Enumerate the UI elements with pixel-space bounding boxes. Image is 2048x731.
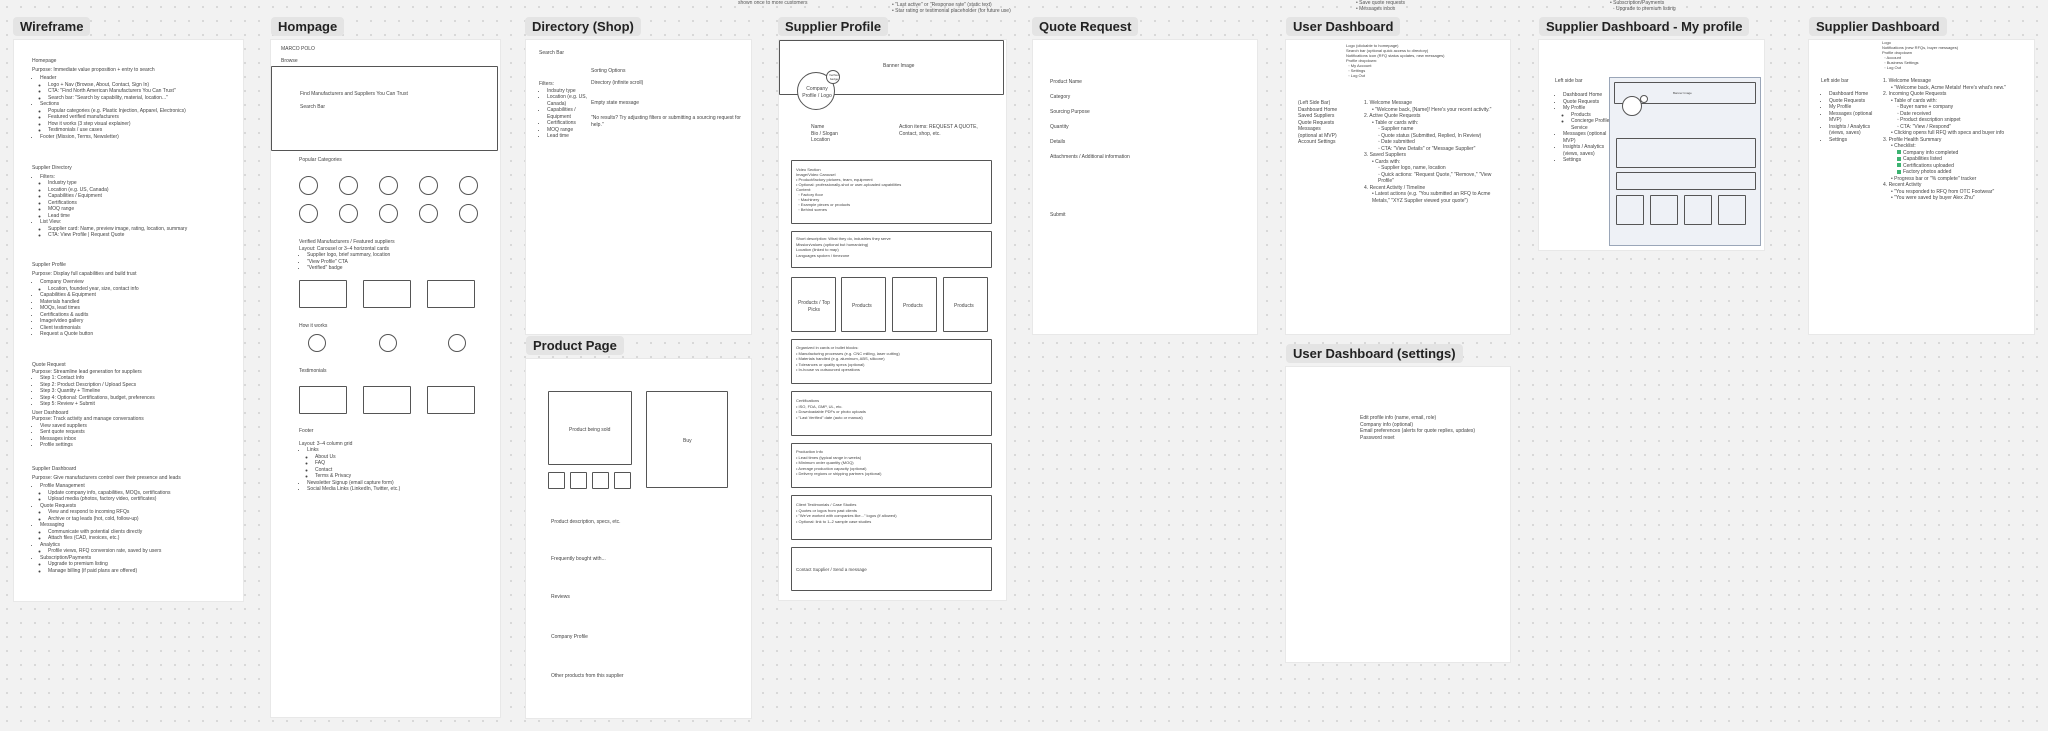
product-card-label: Products (903, 303, 923, 309)
product-thumbnail[interactable] (570, 472, 587, 489)
checkbox-checked-icon[interactable] (1897, 163, 1901, 167)
sorting-options[interactable]: Sorting Options (591, 68, 626, 74)
frame-label-supplier-dashboard[interactable]: Supplier Dashboard (1809, 17, 1947, 36)
preview-card (1684, 195, 1712, 225)
directory-filters[interactable]: Filters: • Indsutry type • Location (e.g. US, Canada) • Capabilities / Equipment • Certifications • MOQ range • Lead time (539, 81, 589, 140)
supplier-dash-top-lines: Logo Notifications (new RFQs, buyer messages) Profile dropdown ◦ Account ◦ Business Settings ◦ Log Out (1882, 40, 1959, 70)
contact-supplier-label: Contact Supplier / Send a message (796, 567, 867, 572)
reviews-title: Reviews (551, 594, 570, 600)
capabilities-section (791, 339, 992, 384)
field-details[interactable]: Details (1050, 139, 1066, 145)
browse-link[interactable]: Browse (281, 58, 298, 64)
category-circle[interactable] (459, 204, 478, 223)
hero-section (271, 66, 498, 151)
certifications-text: Certifications • ISO, FDA, GMP, UL, etc. • Downloadable PDFs or photo uploads • "Last Verified" date (auto or manual) (796, 398, 866, 420)
step-circle (379, 334, 397, 352)
submit-button[interactable]: Submit (1050, 212, 1066, 218)
media-text: Video Section Image/Video Carousel • Product/factory pictures, team, equipment • Optional: professionally-shot or user-uploaded capabilities Content: ◦ Factory floor ◦ Machinery ◦ Example pieces or products ◦ Behind scenes (796, 167, 902, 212)
step-circle (448, 334, 466, 352)
product-image[interactable] (548, 391, 632, 465)
preview-card (1718, 195, 1746, 225)
category-circle[interactable] (419, 176, 438, 195)
testimonial-card (299, 386, 347, 414)
production-section (791, 443, 992, 488)
capabilities-text: Organized in cards or bullet blocks: • Manufacturing processes (e.g. CNC milling, laser cutting) • Materials handled (e.g. aluminum, ABS, silicone) • Tolerances or quality specs (optional) • In-house vs outsourced operations (796, 345, 900, 372)
empty-state-title: Empty state message (591, 100, 640, 106)
featured-supplier-card[interactable] (299, 280, 347, 308)
supplier-dash-left-bar[interactable]: • Dashboard Home • Quote Requests • My Profile • Messages (optional MVP) • Insights / Analytics (views, saves) • Settings (1821, 91, 1879, 143)
checkbox-checked-icon[interactable] (1897, 150, 1901, 154)
category-circle[interactable] (379, 204, 398, 223)
category-circle[interactable] (299, 176, 318, 195)
checkbox-checked-icon[interactable] (1897, 170, 1901, 174)
category-circle[interactable] (339, 176, 358, 195)
frame-label-wireframe[interactable]: Wireframe (13, 17, 90, 36)
supplier-dash-left-bar-title: Left side bar (1821, 78, 1849, 84)
product-card-label: Products (852, 303, 872, 309)
infinite-scroll-note: Directory (infinite scroll) (591, 80, 644, 86)
product-card[interactable] (841, 277, 886, 332)
frame-supplier-dashboard (1809, 40, 2034, 334)
preview-banner-label: Banner Image (1673, 91, 1692, 95)
supplier-left-bar[interactable]: • Dashboard Home • Quote Requests • My Profile ◦ Products ◦ Concierge Profile Service • Messages (optional MVP) • Insights / Analytics (views, saves) • Settings (1555, 92, 1610, 164)
top-note-1: shown once to more customers (738, 0, 808, 6)
frame-label-supplier-profile[interactable]: Supplier Profile (778, 17, 888, 36)
user-dash-top-lines: Logo (clickable to homepage) Search bar (optional quick access to directory) Notifications icon (RFQ status updates, new messages) Profile dropdown: ◦ My Account ◦ Settings ◦ Log Out (1346, 43, 1445, 78)
company-logo-label: Company Profile / Logo (802, 86, 832, 99)
field-attachments[interactable]: Attachments / Additional information (1050, 154, 1130, 160)
buy-panel (646, 391, 728, 488)
directory-search-bar[interactable]: Search Bar (539, 50, 565, 56)
category-circle[interactable] (299, 204, 318, 223)
footer-notes: Footer Layout: 3–4 column grid • Links ◦ About Us ◦ FAQ ◦ Contact ◦ Terms & Privacy • Newsletter Signup (email capture form) • Social Media Links (LinkedIn, Twitter, etc.) (299, 428, 489, 493)
frame-label-user-settings[interactable]: User Dashboard (settings) (1286, 344, 1463, 363)
wf-homepage: Homepage Purpose: Immediate value proposition + entry to search • Header ◦ Logo + Nav (Browse, About, Contact, Sign In) ◦ CTA: "Find North American Manufacturers You Can Trust" ◦ Search bar: "Search by capability, material, location..." • Sections ◦ Popular categories (e.g. Plastic Injection, Apparel, Electronics) ◦ Featured verified manufacturers ◦ How it works (3 step visual explainer) ◦ Testimonials / use cases • Footer (Mission, Terms, Newsletter) (32, 58, 237, 140)
category-circle[interactable] (459, 176, 478, 195)
preview-badge-icon (1640, 95, 1648, 103)
frame-label-homepage[interactable]: Hompage (271, 17, 344, 36)
other-products-title: Other products from this supplier (551, 673, 624, 679)
frame-user-settings (1286, 367, 1510, 662)
product-card[interactable] (791, 277, 836, 332)
frame-label-product-page[interactable]: Product Page (526, 336, 624, 355)
top-note-2: • "Last active" or "Response rate" (static text) • Star rating or testimonial placeholder (for future use) (892, 2, 1011, 14)
frame-label-directory[interactable]: Directory (Shop) (525, 17, 641, 36)
field-quantity[interactable]: Quantity (1050, 124, 1069, 130)
preview-block (1616, 138, 1756, 168)
profile-preview[interactable] (1609, 77, 1761, 246)
product-card-label: Products (954, 303, 974, 309)
category-circle[interactable] (339, 204, 358, 223)
wf-profile: Supplier Profile Purpose: Display full capabilities and build trust • Company Overview ◦ Location, founded year, size, contact info • Capabilities & Equipment • Materials handled • MOQs, lead times • Certifications & audits • Image/video gallery • Client testimonials • Request a Quote button (32, 262, 237, 338)
product-description: Product description, specs, etc. (551, 519, 621, 525)
verified-badge-label: Verified badge (828, 73, 839, 81)
production-text: Production Info • Lead times (typical range in weeks) • Minimum order quantity (MOQ) • Average production capacity (optional) • Delivery regions or shipping partners (optional) (796, 449, 882, 476)
frame-quote-request (1033, 40, 1257, 334)
product-image-label: Product being sold (569, 427, 611, 433)
buy-button[interactable]: Buy (683, 438, 692, 444)
category-circle[interactable] (419, 204, 438, 223)
preview-logo (1622, 96, 1642, 116)
testimonial-card (427, 386, 475, 414)
action-items[interactable]: Action items: REQUEST A QUOTE, Contact, shop, etc. (899, 124, 978, 137)
preview-card (1616, 195, 1644, 225)
wf-directory: Supplier Directory • Filters: ◦ Industry type ◦ Location (e.g. US, Canada) ◦ Capabilities / Equipment ◦ Certifications ◦ MOQ range ◦ Lead time • List View: ◦ Supplier card: Name, preview image, rating, location, summary ◦ CTA: View Profile | Request Quote (32, 165, 237, 239)
empty-state-message: "No results? Try adjusting filters or submitting a sourcing request for help." (591, 115, 741, 128)
top-note-3: • Save quote requests • Messages inbox (1356, 0, 1406, 12)
frame-supplier-my-profile (1539, 40, 1764, 250)
hero-search-bar[interactable]: Search Bar (300, 104, 326, 110)
product-card[interactable] (943, 277, 988, 332)
frame-label-supplier-my-profile[interactable]: Supplier Dashboard - My profile (1539, 17, 1749, 36)
preview-block (1616, 172, 1756, 190)
supplier-left-bar-title: Left side bar (1555, 78, 1583, 84)
verified-suppliers-text: Verified Manufacturers / Featured suppliers Layout: Carousel or 3–4 horizontal cards • Supplier logo, brief summary, location • "View Profile" CTA • "Verified" badge (299, 239, 489, 272)
product-thumbnail[interactable] (548, 472, 565, 489)
short-description-section (791, 231, 992, 268)
step-circle (308, 334, 326, 352)
certifications-section (791, 391, 992, 436)
testimonials-text: Client Testimonials / Case Studies • Quotes or logos from past clients • "We've worked with companies like..." logos (if allowed) • Optional: link to 1–2 sample case studies (796, 502, 897, 524)
product-thumbnail[interactable] (614, 472, 631, 489)
category-circle[interactable] (379, 176, 398, 195)
user-dash-left-bar[interactable]: (Left Side Bar) Dashboard Home Saved Suppliers Quote Requests Messages (optional at MVP) Account Settings (1298, 100, 1338, 145)
field-product-name[interactable]: Product Name (1050, 79, 1082, 85)
frame-label-quote-request[interactable]: Quote Request (1032, 17, 1138, 36)
top-note-4: • Subscription/Payments ◦ Upgrade to premium listing (1610, 0, 1676, 12)
product-card[interactable] (892, 277, 937, 332)
featured-supplier-card[interactable] (363, 280, 411, 308)
supplier-dash-main: 1. Welcome Message • "Welcome back, Acme Metals! Here's what's new." 2. Incoming Quote Requests • Table of cards with: ◦ Buyer name + company ◦ Date received ◦ Product description snippet ◦ CTA: "View / Respond" • Clicking opens full RFQ with specs and buyer info 3. Profile Health Summary • Checklist: Company info completed Capabilities listed Certifications uploaded Factory photos added • Progress bar or "% complete" tracker 4. Recent Activity • "You responded to RFQ from OTC Footwear" • "You were saved by buyer Alex Zhu" (1883, 78, 2006, 201)
banner-label: Banner Image (883, 63, 915, 69)
testimonials-section (791, 495, 992, 540)
wf-supplier-dash: Supplier Dashboard Purpose: Give manufacturers control over their presence and leads • Profile Management ◦ Update company info, capabilities, MOQs, certifications ◦ Upload media (photos, factory video, certificates) • Quote Requests ◦ View and respond to incoming RFQs ◦ Archive or tag leads (hot, cold, follow-up) • Messaging ◦ Communicate with potential clients directly ◦ Attach files (CAD, invoices, etc.) • Analytics ◦ Profile views, RFQ conversion rate, saved by users • Subscription/Payments ◦ Upgrade to premium listing ◦ Manage billing (if paid plans are offered) (32, 466, 237, 574)
popular-categories-title: Popular Categories (299, 157, 342, 163)
brand-text: MARCO POLO (281, 46, 315, 52)
testimonial-card (363, 386, 411, 414)
field-sourcing-purpose[interactable]: Sourcing Purpose (1050, 109, 1090, 115)
frame-wireframe (14, 40, 243, 601)
supplier-name-block: Name Bio / Slogan Location (811, 124, 838, 143)
frame-directory (526, 40, 751, 334)
frame-user-dashboard (1286, 40, 1510, 334)
how-it-works-title: How it works (299, 323, 328, 329)
field-category[interactable]: Category (1050, 94, 1071, 100)
testimonials-title: Testimonials (299, 368, 327, 374)
user-dash-main: 1. Welcome Message • "Welcome back, [Name]! Here's your recent activity." 2. Active Quote Requests • Table or cards with: ◦ Supplier name ◦ Quote status (Submitted, Replied, In Review) ◦ Date submitted ◦ CTA: "View Details" or "Message Supplier" 3. Saved Suppliers • Cards with: ◦ Supplier logo, name, location ◦ Quick actions: "Request Quote," "Remove," "View Profile" 4. Recent Activity / Timeline • Latest actions (e.g. "You submitted an RFQ to Acme Metals," "XYZ Supplier viewed your quote") (1364, 100, 1492, 204)
wf-quote: Quote Request Purpose: Streamline lead generation for suppliers • Step 1: Contact Info • Step 2: Product Description / Upload Specs • Step 3: Quantity + Timeline • Step 4: Optional: Certifications, budget, preferences • Step 5: Review + Submit User Dashboard Purpose: Track activity and manage conversations • View saved suppliers • Sent quote requests • Messages inbox • Profile settings (32, 362, 237, 449)
settings-lines[interactable]: Edit profile info (name, email, role) Company info (optional) Email preferences (alerts for quote replies, updates) Password reset (1360, 415, 1476, 441)
frame-supplier-profile (779, 40, 1006, 600)
product-thumbnail[interactable] (592, 472, 609, 489)
featured-supplier-card[interactable] (427, 280, 475, 308)
hero-title: Find Manufacturers and Suppliers You Can Trust (300, 91, 408, 97)
frame-label-user-dashboard[interactable]: User Dashboard (1286, 17, 1400, 36)
company-profile-link[interactable]: Company Profile (551, 634, 588, 640)
verified-badge-icon (826, 70, 840, 84)
product-card-label: Products / Top Picks (798, 300, 830, 313)
short-description-text: Short description: What they do, industries they serve Mission/values (optional but humanizing) Location (linked to map) Languages spoken / timezone (796, 236, 891, 258)
frame-homepage (271, 40, 500, 717)
preview-card (1650, 195, 1678, 225)
media-section (791, 160, 992, 224)
checkbox-checked-icon[interactable] (1897, 157, 1901, 161)
frame-product-page (526, 359, 751, 718)
frequently-bought: Frequently bought with... (551, 556, 606, 562)
contact-supplier-section[interactable] (791, 547, 992, 591)
